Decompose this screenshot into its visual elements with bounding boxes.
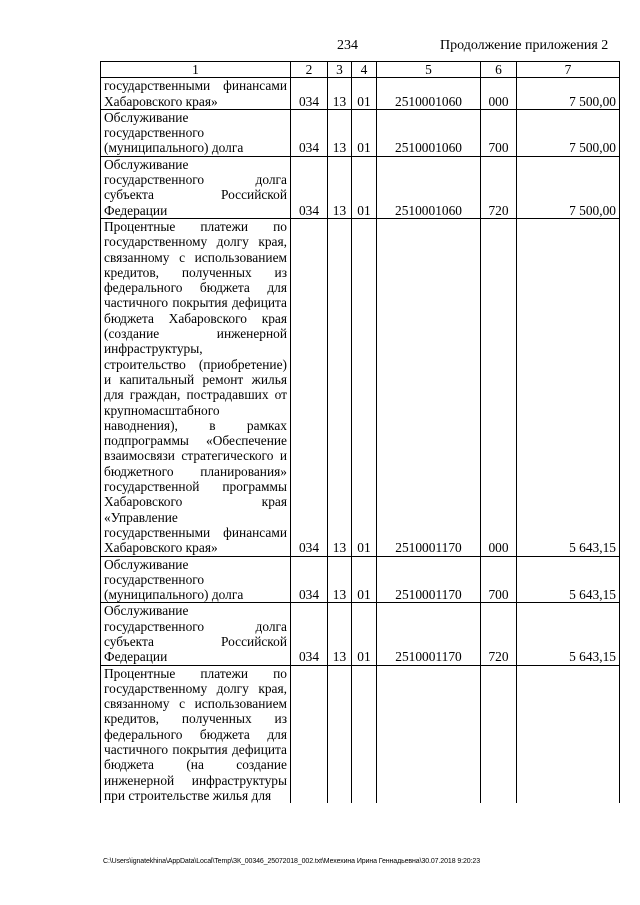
table-header-row bbox=[101, 62, 620, 78]
row-expense-type: 000 bbox=[481, 78, 517, 110]
table-row bbox=[101, 109, 620, 156]
column-header: 3 bbox=[328, 62, 352, 78]
row-target-item: 2510001170 bbox=[377, 218, 481, 556]
row-subsection: 01 bbox=[352, 603, 377, 665]
row-amount: 7 500,00 bbox=[517, 156, 620, 218]
table-row bbox=[101, 603, 620, 665]
row-ved: 034 bbox=[291, 556, 328, 603]
row-target-item: 2510001060 bbox=[377, 109, 481, 156]
column-header: 1 bbox=[101, 62, 291, 78]
column-header: 4 bbox=[352, 62, 377, 78]
row-section: 13 bbox=[328, 109, 352, 156]
row-section: 13 bbox=[328, 78, 352, 110]
row-amount: 5 643,15 bbox=[517, 556, 620, 603]
row-target-item: 2510001170 bbox=[377, 556, 481, 603]
row-target-item bbox=[377, 665, 481, 803]
row-expense-type: 000 bbox=[481, 218, 517, 556]
row-ved: 034 bbox=[291, 78, 328, 110]
row-expense-type: 720 bbox=[481, 156, 517, 218]
column-header: 6 bbox=[481, 62, 517, 78]
continuation-label: Продолжение приложения 2 bbox=[440, 38, 609, 53]
row-section: 13 bbox=[328, 603, 352, 665]
row-subsection: 01 bbox=[352, 556, 377, 603]
row-target-item: 2510001060 bbox=[377, 156, 481, 218]
page-number: 234 bbox=[337, 38, 358, 53]
table-row bbox=[101, 556, 620, 603]
row-expense-type bbox=[481, 665, 517, 803]
column-header: 5 bbox=[377, 62, 481, 78]
row-name: Процентные платежи по государственному долгу края, связанному с использованием кредитов, полученных из федерального бюджета для частичного покрытия дефицита бюджета Хабаровского края (создание инженерной инфраструктуры, строительство (приобретение) и капитальный ремонт жилья для граждан, пострадавших от крупномасштабного наводнения), в рамках подпрограммы «Обеспечение взаимосвязи стратегического и бюджетного планирования» государственной программы Хабаровского края «Управление государственными финансами Хабаровского края» bbox=[101, 218, 291, 556]
row-section bbox=[328, 665, 352, 803]
row-amount: 7 500,00 bbox=[517, 78, 620, 110]
row-subsection: 01 bbox=[352, 156, 377, 218]
row-amount: 7 500,00 bbox=[517, 109, 620, 156]
budget-table bbox=[100, 61, 620, 803]
row-name: Обслуживание государственного (муниципального) долга bbox=[101, 556, 291, 603]
row-name: Обслуживание государственного долга субъекта Российской Федерации bbox=[101, 603, 291, 665]
table-row bbox=[101, 78, 620, 110]
column-header: 7 bbox=[517, 62, 620, 78]
row-amount: 5 643,15 bbox=[517, 603, 620, 665]
row-name: государственными финансами Хабаровского края» bbox=[101, 78, 291, 110]
table-row bbox=[101, 665, 620, 803]
row-subsection bbox=[352, 665, 377, 803]
row-subsection: 01 bbox=[352, 78, 377, 110]
row-section: 13 bbox=[328, 218, 352, 556]
row-ved: 034 bbox=[291, 218, 328, 556]
row-name: Процентные платежи по государственному долгу края, связанному с использованием кредитов, полученных из федерального бюджета для частичного покрытия дефицита бюджета (на создание инженерной инфраструктуры при строительстве жилья для bbox=[101, 665, 291, 803]
row-ved bbox=[291, 665, 328, 803]
row-ved: 034 bbox=[291, 109, 328, 156]
row-amount bbox=[517, 665, 620, 803]
row-subsection: 01 bbox=[352, 218, 377, 556]
row-name: Обслуживание государственного (муниципального) долга bbox=[101, 109, 291, 156]
row-target-item: 2510001170 bbox=[377, 603, 481, 665]
file-path-footer: C:\Users\ignatekhina\AppData\Local\Temp\ЗК_00346_25072018_002.txt\Мехехина Ирина Геннадьевна\30.07.2018 9:20:23 bbox=[103, 858, 480, 865]
row-name: Обслуживание государственного долга субъекта Российской Федерации bbox=[101, 156, 291, 218]
column-header: 2 bbox=[291, 62, 328, 78]
row-section: 13 bbox=[328, 156, 352, 218]
row-ved: 034 bbox=[291, 603, 328, 665]
row-ved: 034 bbox=[291, 156, 328, 218]
row-expense-type: 720 bbox=[481, 603, 517, 665]
row-target-item: 2510001060 bbox=[377, 78, 481, 110]
row-amount: 5 643,15 bbox=[517, 218, 620, 556]
table-row bbox=[101, 156, 620, 218]
table-row bbox=[101, 218, 620, 556]
row-section: 13 bbox=[328, 556, 352, 603]
row-expense-type: 700 bbox=[481, 556, 517, 603]
row-subsection: 01 bbox=[352, 109, 377, 156]
row-expense-type: 700 bbox=[481, 109, 517, 156]
